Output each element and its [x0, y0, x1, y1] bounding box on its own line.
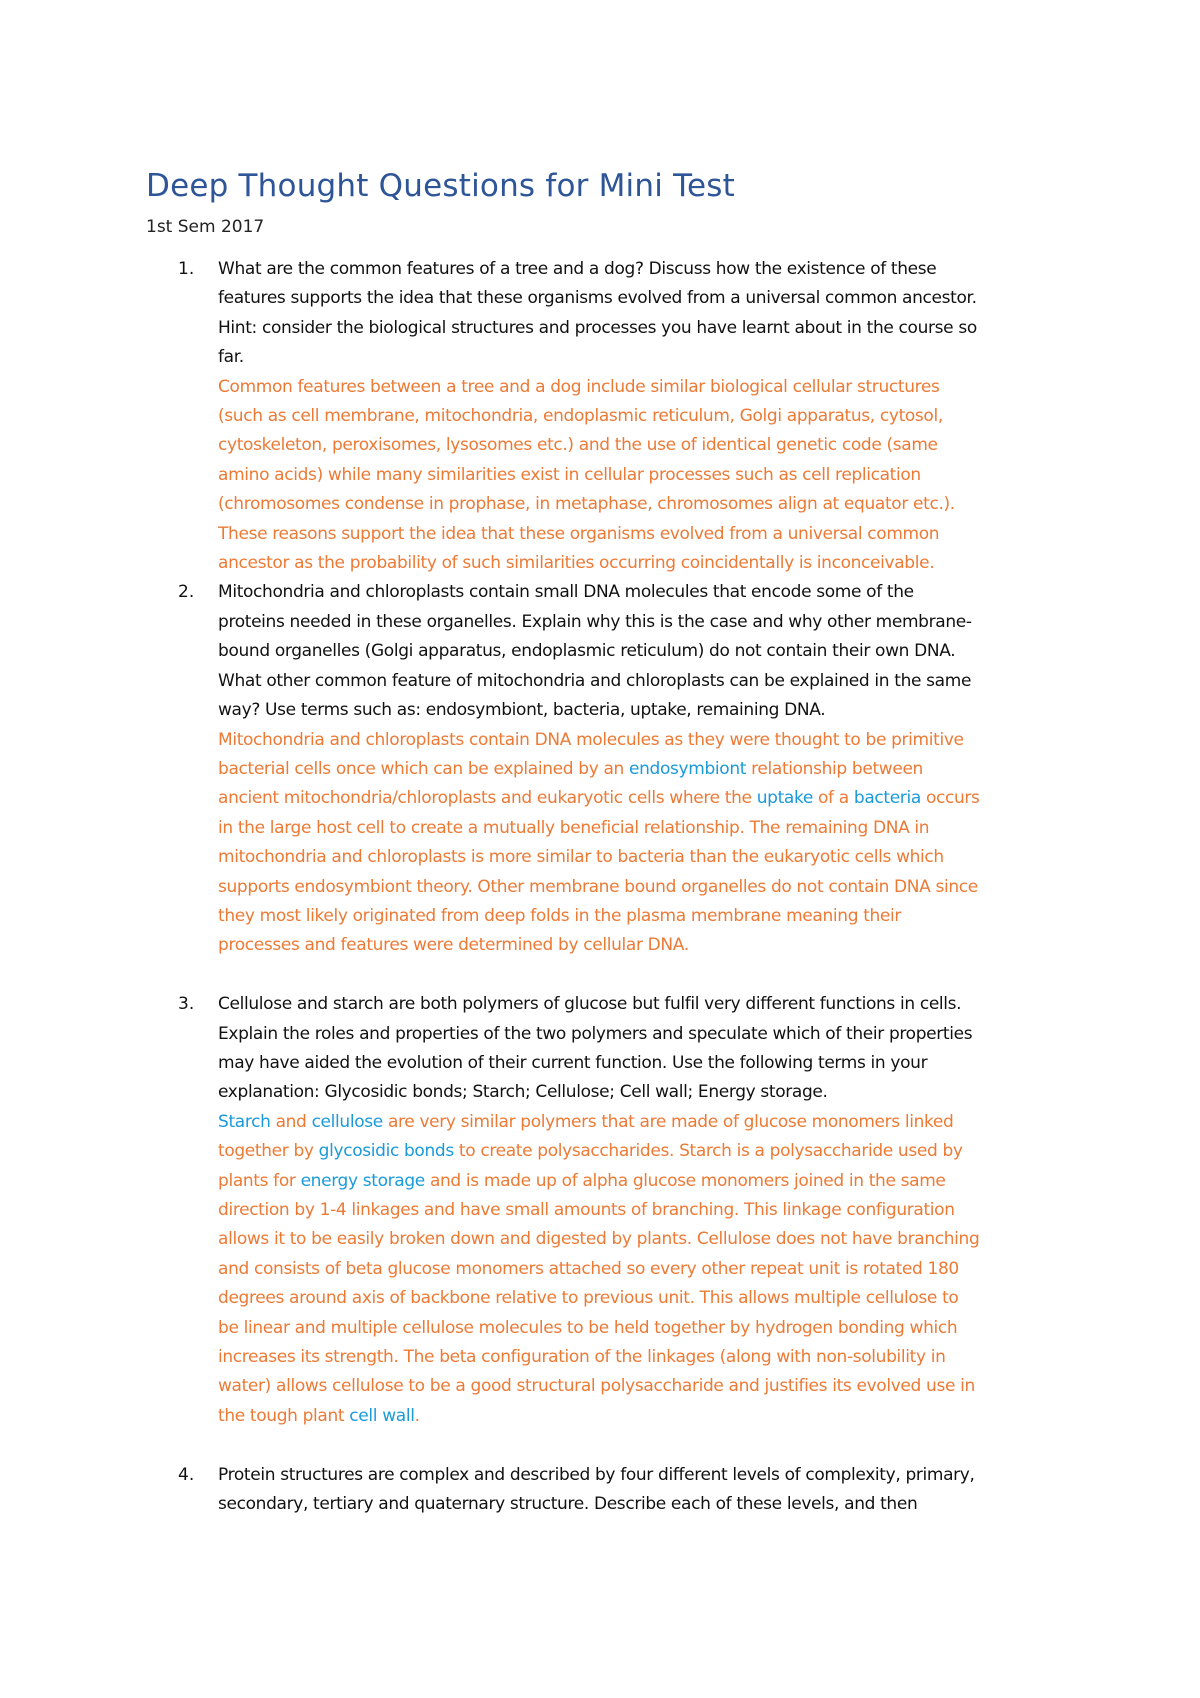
keyword-highlight: uptake	[756, 788, 813, 809]
answer-line: Starch and cellulose are very similar polymers that are made of glucose monomers linked	[218, 1111, 954, 1132]
answer-line: (such as cell membrane, mitochondria, endoplasmic reticulum, Golgi apparatus, cytosol,	[218, 406, 943, 427]
keyword-highlight: Starch	[218, 1111, 271, 1132]
question-line: explanation: Glycosidic bonds; Starch; Cellulose; Cell wall; Energy storage.	[218, 1082, 828, 1103]
question-line: features supports the idea that these organisms evolved from a universal common ancestor.	[218, 288, 977, 309]
answer-line: amino acids) while many similarities exist in cellular processes such as cell replication	[218, 464, 921, 485]
answer-line: water) allows cellulose to be a good structural polysaccharide and justifies its evolved use in	[218, 1376, 975, 1397]
question-line: Explain the roles and properties of the two polymers and speculate which of their properties	[218, 1023, 973, 1044]
question-number: 1.	[178, 259, 195, 279]
answer-line: together by glycosidic bonds to create polysaccharides. Starch is a polysaccharide used by	[218, 1141, 963, 1162]
answer-line: degrees around axis of backbone relative to previous unit. This allows multiple cellulose to	[218, 1288, 959, 1309]
answer-line: supports endosymbiont theory. Other membrane bound organelles do not contain DNA since	[218, 876, 978, 897]
question-line: What other common feature of mitochondria and chloroplasts can be explained in the same	[218, 670, 972, 691]
answer-line: (chromosomes condense in prophase, in metaphase, chromosomes align at equator etc.).	[218, 494, 955, 515]
answer-line: ancestor as the probability of such similarities occurring coincidentally is inconceivable.	[218, 553, 935, 574]
question-number: 3.	[178, 994, 195, 1015]
page-title: Deep Thought Questions for Mini Test	[146, 168, 735, 204]
question-line: secondary, tertiary and quaternary structure. Describe each of these levels, and then	[218, 1494, 918, 1515]
question-body	[218, 990, 1103, 1431]
question-line: may have aided the evolution of their current function. Use the following terms in your	[218, 1052, 928, 1073]
paragraph-gap	[0, 961, 1200, 990]
keyword-highlight: cellulose	[311, 1111, 383, 1132]
answer-line: bacterial cells once which can be explained by an endosymbiont relationship between	[218, 758, 923, 779]
question-line: way? Use terms such as: endosymbiont, bacteria, uptake, remaining DNA.	[218, 700, 826, 721]
question-line: proteins needed in these organelles. Explain why this is the case and why other membrane-	[218, 611, 972, 632]
question-number: 2.	[178, 582, 195, 603]
question-line: bound organelles (Golgi apparatus, endoplasmic reticulum) do not contain their own DNA.	[218, 641, 956, 662]
keyword-highlight: energy storage	[300, 1170, 425, 1191]
keyword-highlight: endosymbiont	[629, 758, 747, 779]
question-body	[218, 578, 1103, 960]
question-item	[0, 990, 1200, 1431]
question-body	[218, 1461, 1103, 1520]
answer-line: allows it to be easily broken down and digested by plants. Cellulose does not have branching	[218, 1229, 980, 1250]
keyword-highlight: cell wall	[349, 1405, 415, 1426]
question-line: What are the common features of a tree and a dog? Discuss how the existence of these	[218, 259, 937, 279]
keyword-highlight: glycosidic bonds	[318, 1141, 454, 1162]
answer-line: Common features between a tree and a dog include similar biological cellular structures	[218, 376, 940, 397]
question-line: Protein structures are complex and described by four different levels of complexity, primary,	[218, 1464, 975, 1485]
answer-line: ancient mitochondria/chloroplasts and eukaryotic cells where the uptake of a bacteria occurs	[218, 788, 980, 809]
answer-line: Mitochondria and chloroplasts contain DNA molecules as they were thought to be primitive	[218, 729, 964, 750]
answer-line: in the large host cell to create a mutually beneficial relationship. The remaining DNA in	[218, 817, 930, 838]
keyword-highlight: bacteria	[853, 788, 921, 809]
answer-line: mitochondria and chloroplasts is more similar to bacteria than the eukaryotic cells which	[218, 847, 944, 868]
answer-line: direction by 1-4 linkages and have small amounts of branching. This linkage configuration	[218, 1199, 955, 1220]
question-body	[218, 255, 1103, 578]
question-item	[0, 1461, 1200, 1520]
question-item	[0, 255, 1200, 578]
question-line: Mitochondria and chloroplasts contain small DNA molecules that encode some of the	[218, 582, 914, 603]
answer-line: be linear and multiple cellulose molecules to be held together by hydrogen bonding which	[218, 1317, 958, 1338]
paragraph-gap	[0, 1431, 1200, 1460]
answer-line: they most likely originated from deep folds in the plasma membrane meaning their	[218, 905, 902, 926]
question-list	[0, 255, 1200, 1519]
answer-line: the tough plant cell wall.	[218, 1405, 420, 1426]
answer-line: cytoskeleton, peroxisomes, lysosomes etc.) and the use of identical genetic code (same	[218, 435, 938, 456]
question-line: far.	[218, 347, 244, 368]
answer-line: increases its strength. The beta configuration of the linkages (along with non-solubility in	[218, 1347, 946, 1368]
page-subtitle: 1st Sem 2017	[146, 217, 265, 237]
question-line: Cellulose and starch are both polymers of glucose but fulfil very different functions in cells.	[218, 994, 962, 1015]
answer-line: and consists of beta glucose monomers attached so every other repeat unit is rotated 180	[218, 1258, 959, 1279]
answer-line: plants for energy storage and is made up of alpha glucose monomers joined in the same	[218, 1170, 946, 1191]
question-number: 4.	[178, 1464, 195, 1485]
answer-line: These reasons support the idea that these organisms evolved from a universal common	[218, 523, 940, 544]
question-line: Hint: consider the biological structures and processes you have learnt about in the course so	[218, 317, 977, 338]
answer-line: processes and features were determined by cellular DNA.	[218, 935, 689, 956]
question-item	[0, 578, 1200, 960]
